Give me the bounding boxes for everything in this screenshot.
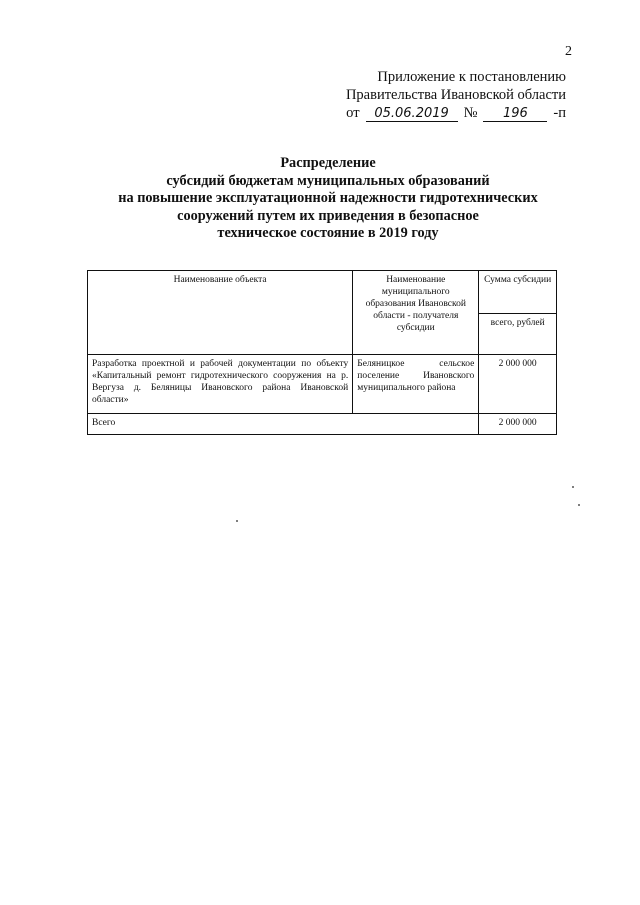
title-line-3: на повышение эксплуатационной надежности гидротехнических <box>118 190 538 206</box>
subsidy-table <box>87 270 557 435</box>
from-label: от <box>346 105 360 121</box>
cell-amount: 2 000 000 <box>479 355 557 414</box>
appendix-block <box>346 68 566 122</box>
header-amount: Сумма субсидии <box>479 271 557 314</box>
header-amount-sub: всего, рублей <box>479 314 557 355</box>
title-line-1: Распределение <box>280 155 376 171</box>
document-title <box>92 155 564 243</box>
table-total-row <box>88 414 557 435</box>
appendix-line-1: Приложение к постановлению <box>377 69 566 85</box>
header-municipality: Наименование муниципального образования Ивановской области - получателя субсидии <box>353 271 479 355</box>
cell-object: Разработка проектной и рабочей документации по объекту «Капитальный ремонт гидротехнического сооружения на р. Вергуза д. Беляницы Ивановского района Ивановской области» <box>88 355 353 414</box>
header-object: Наименование объекта <box>88 271 353 355</box>
table-row <box>88 355 557 414</box>
title-line-5: техническое состояние в 2019 году <box>217 225 439 241</box>
page-number: 2 <box>565 44 572 59</box>
cell-municipality: Беляницкое сельское поселение Ивановского муниципального района <box>353 355 479 414</box>
order-date: 05.06.2019 <box>366 106 458 122</box>
scan-speck <box>236 520 238 522</box>
table-header-row <box>88 271 557 314</box>
order-line <box>346 104 566 122</box>
number-label: № <box>463 105 478 121</box>
appendix-line-2: Правительства Ивановской области <box>345 87 566 103</box>
scan-speck <box>572 486 574 488</box>
title-line-4: сооружений путем их приведения в безопасное <box>177 207 479 224</box>
title-line-2: субсидий бюджетам муниципальных образований <box>166 172 490 189</box>
total-label: Всего <box>88 414 479 435</box>
scan-speck <box>578 504 580 506</box>
number-suffix: -п <box>553 105 566 121</box>
order-number: 196 <box>483 106 547 122</box>
total-amount: 2 000 000 <box>479 414 557 435</box>
